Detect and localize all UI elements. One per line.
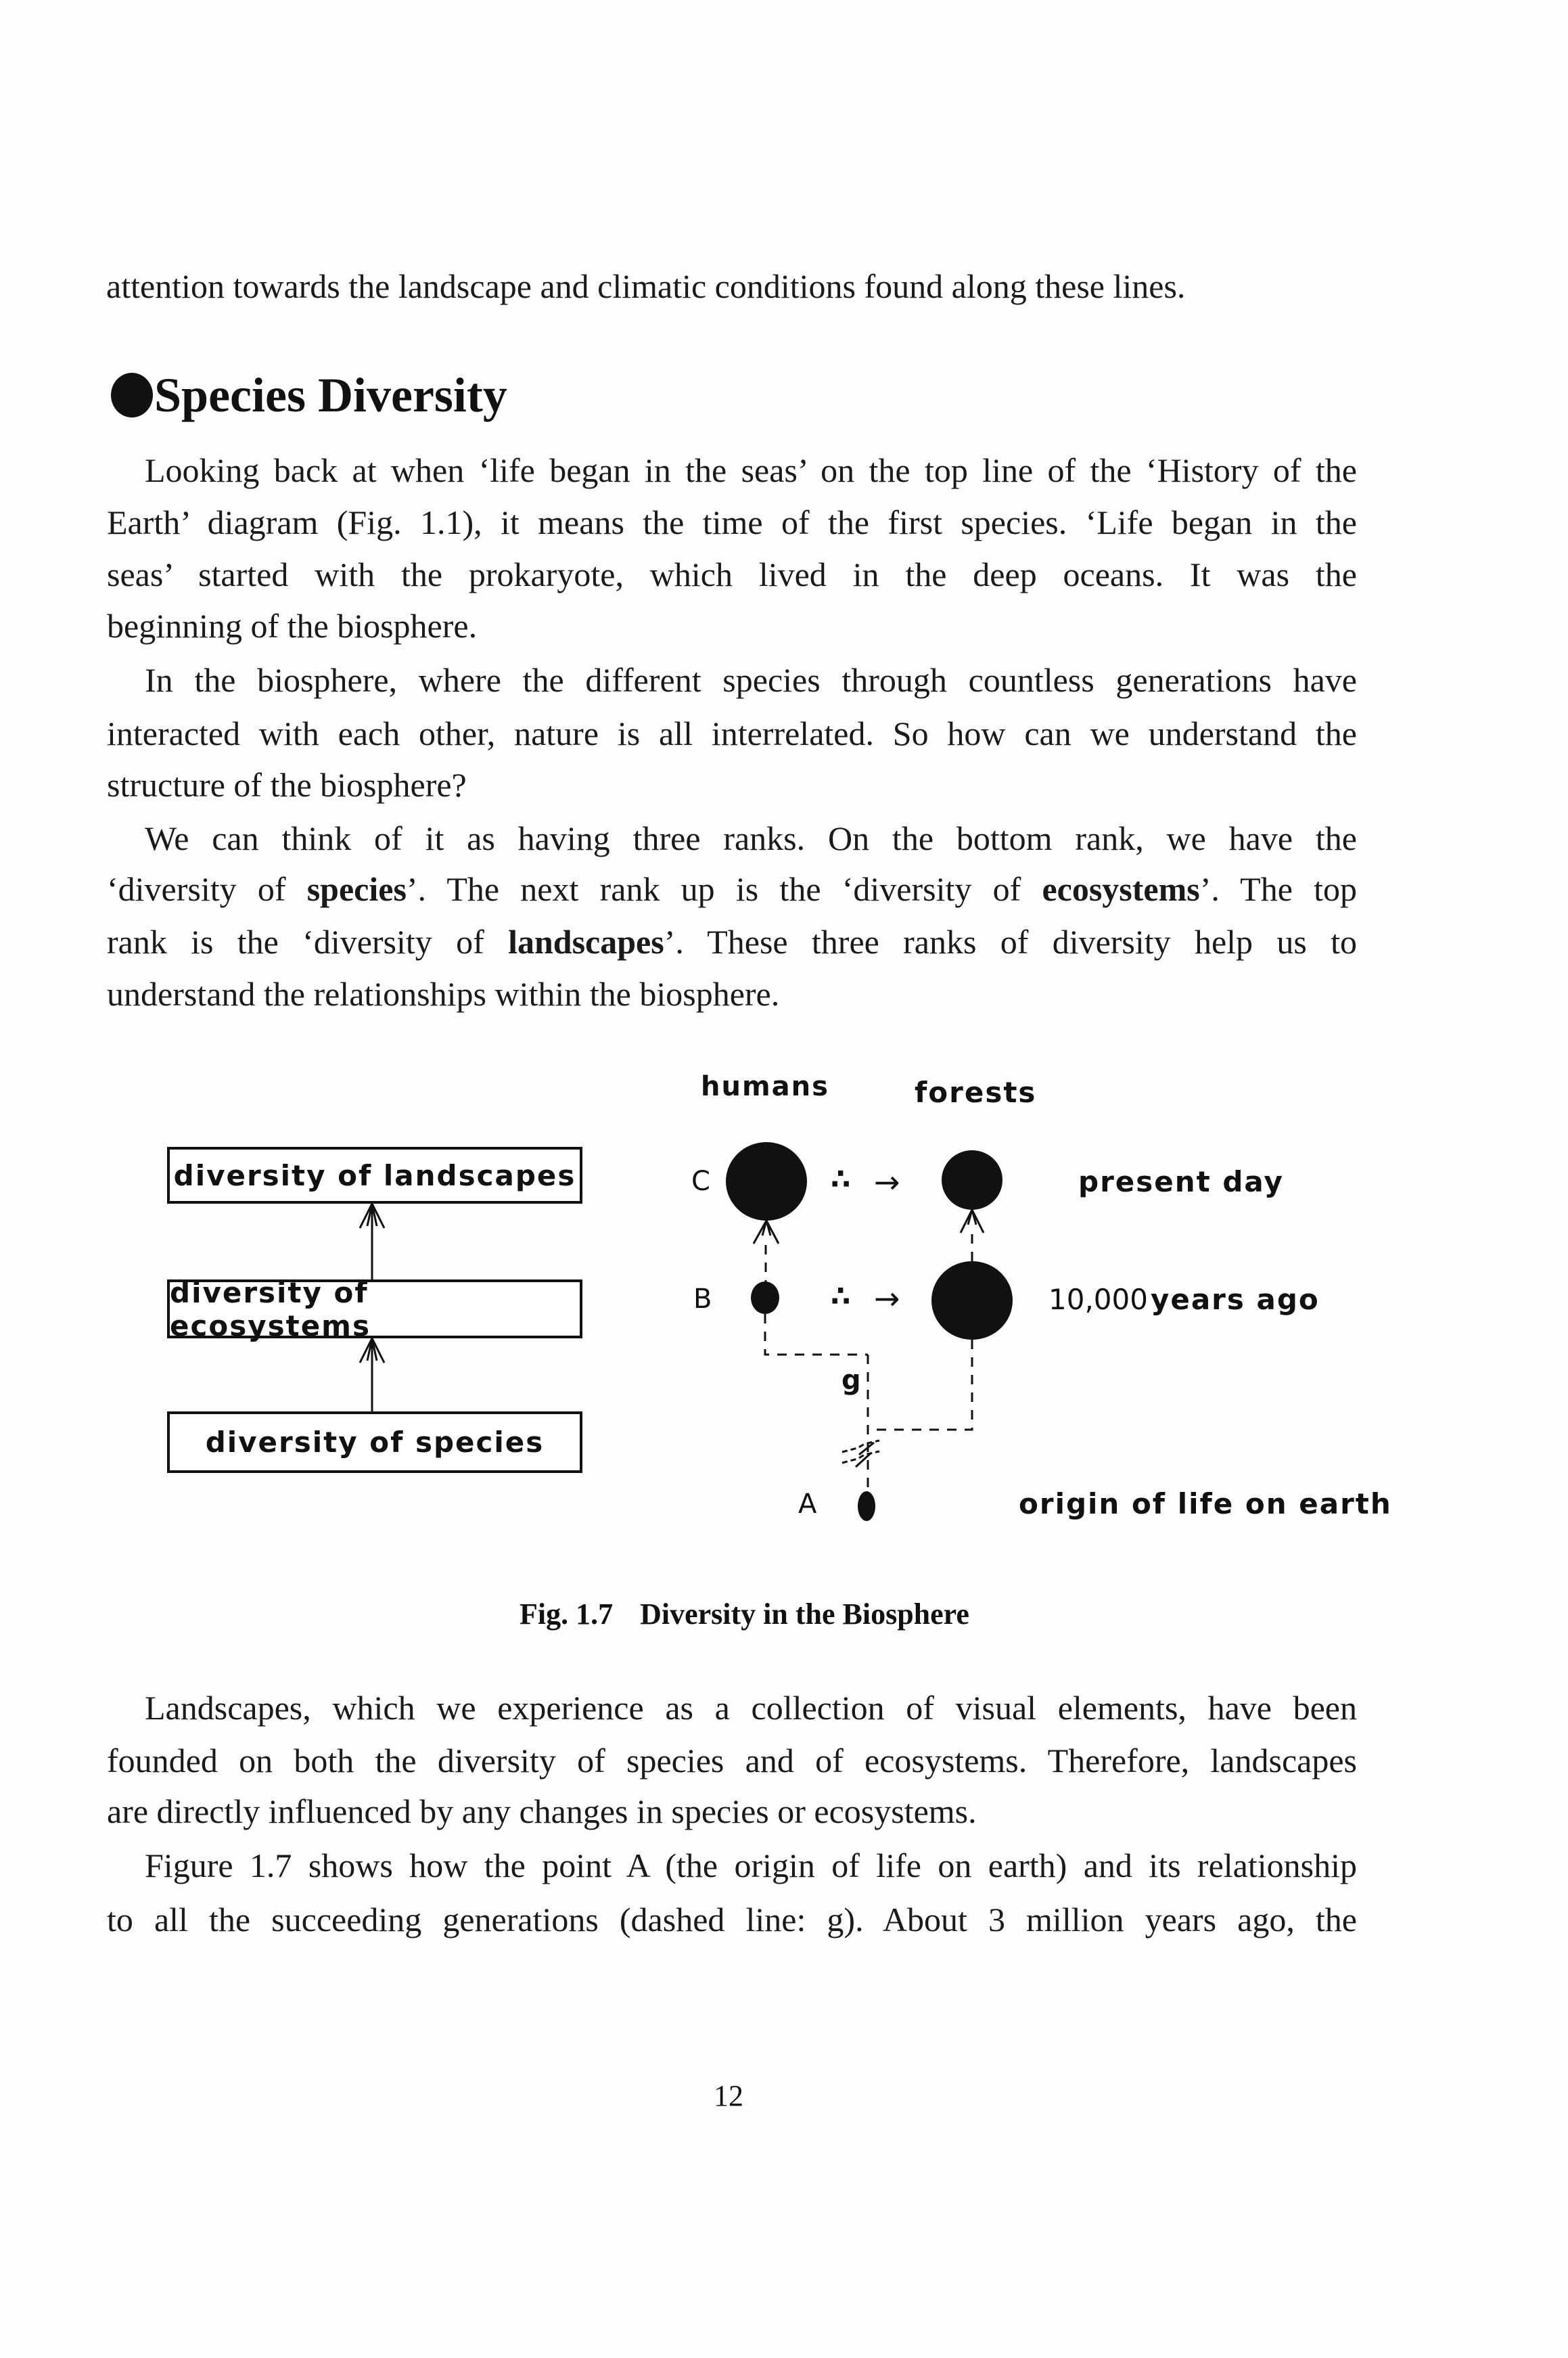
time-label-10000-years-ago	[1048, 1283, 1320, 1316]
section-title: Species Diversity	[154, 368, 507, 422]
intro-line: attention towards the landscape and climatic conditions found along these lines.	[106, 267, 1186, 305]
arrow-icon-past: →	[874, 1280, 900, 1317]
forests-past-node	[931, 1261, 1013, 1340]
paragraph-4-line: founded on both the diversity of species and of ecosystems. Therefore, landscapes	[107, 1742, 1357, 1779]
rank-box-landscapes: diversity of landscapes	[167, 1147, 582, 1204]
time-break-symbol	[842, 1441, 879, 1467]
forests-present-node	[942, 1150, 1002, 1210]
point-label-b: B	[693, 1284, 712, 1315]
rank-box-species: diversity of species	[167, 1411, 582, 1473]
page-number: 12	[714, 2079, 743, 2112]
humans-present-node	[726, 1142, 807, 1221]
arrowhead-humans	[754, 1221, 779, 1244]
humans-past-node	[751, 1282, 779, 1314]
rank-arrow-ecosystems-to-landscapes	[360, 1204, 384, 1279]
paragraph-1-line: Earth’ diagram (Fig. 1.1), it means the time of the first species. ‘Life began in the	[107, 503, 1357, 541]
figure-number: Fig. 1.7	[520, 1597, 614, 1631]
paragraph-3-line: We can think of it as having three ranks. On the bottom rank, we have the	[145, 819, 1357, 857]
paragraph-3-line: rank is the ‘diversity of landscapes’. These three ranks of diversity help us to	[107, 923, 1358, 961]
paragraph-2-line: structure of the biosphere?	[107, 766, 467, 804]
rank-arrow-species-to-ecosystems	[360, 1338, 384, 1411]
paragraph-4-line: Landscapes, which we experience as a collection of visual elements, have been	[145, 1689, 1357, 1727]
paragraph-1-line: beginning of the biosphere.	[107, 607, 478, 645]
paragraph-2-line: In the biosphere, where the different species through countless generations have	[145, 661, 1357, 699]
time-label-years-text: years ago	[1150, 1283, 1320, 1316]
paragraph-1-line: Looking back at when ‘life began in the seas’ on the top line of the ‘History of the	[145, 451, 1357, 489]
therefore-symbol-past: ∴	[831, 1279, 851, 1313]
figure-caption	[520, 1597, 969, 1631]
arrowhead-forests	[961, 1210, 984, 1233]
column-label-forests: forests	[915, 1076, 1037, 1109]
therefore-symbol-present: ∴	[831, 1162, 851, 1196]
paragraph-3-line: understand the relationships within the biosphere.	[107, 975, 780, 1013]
dashed-line-label-g: g	[841, 1365, 862, 1396]
paragraph-5-line: to all the succeeding generations (dashed line: g). About 3 million years ago, the	[107, 1901, 1357, 1938]
point-label-a: A	[798, 1489, 817, 1520]
origin-node	[858, 1491, 875, 1521]
bold-term: landscapes	[508, 923, 664, 961]
figure-title: Diversity in the Biosphere	[640, 1597, 969, 1631]
paragraph-1-line: seas’ started with the prokaryote, which lived in the deep oceans. It was the	[107, 556, 1357, 593]
bold-term: species	[306, 870, 407, 908]
paragraph-4-line: are directly influenced by any changes in species or ecosystems.	[107, 1792, 977, 1830]
point-label-c: C	[691, 1166, 710, 1197]
bold-term: ecosystems	[1042, 870, 1200, 908]
rank-box-ecosystems: diversity of ecosystems	[167, 1279, 582, 1338]
paragraph-3-line: ‘diversity of species’. The next rank up is the ‘diversity of ecosystems’. The top	[107, 870, 1357, 908]
column-label-humans: humans	[701, 1071, 829, 1102]
paragraph-5-line: Figure 1.7 shows how the point A (the origin of life on earth) and its relationship	[145, 1846, 1357, 1884]
time-label-years-number: 10,000	[1048, 1283, 1148, 1316]
lineage-dashed-lines	[765, 1234, 972, 1491]
arrow-icon-present: →	[874, 1164, 900, 1200]
time-label-present-day: present day	[1078, 1165, 1284, 1198]
paragraph-2-line: interacted with each other, nature is all interrelated. So how can we understand the	[107, 715, 1357, 752]
time-label-origin: origin of life on earth	[1019, 1487, 1392, 1520]
